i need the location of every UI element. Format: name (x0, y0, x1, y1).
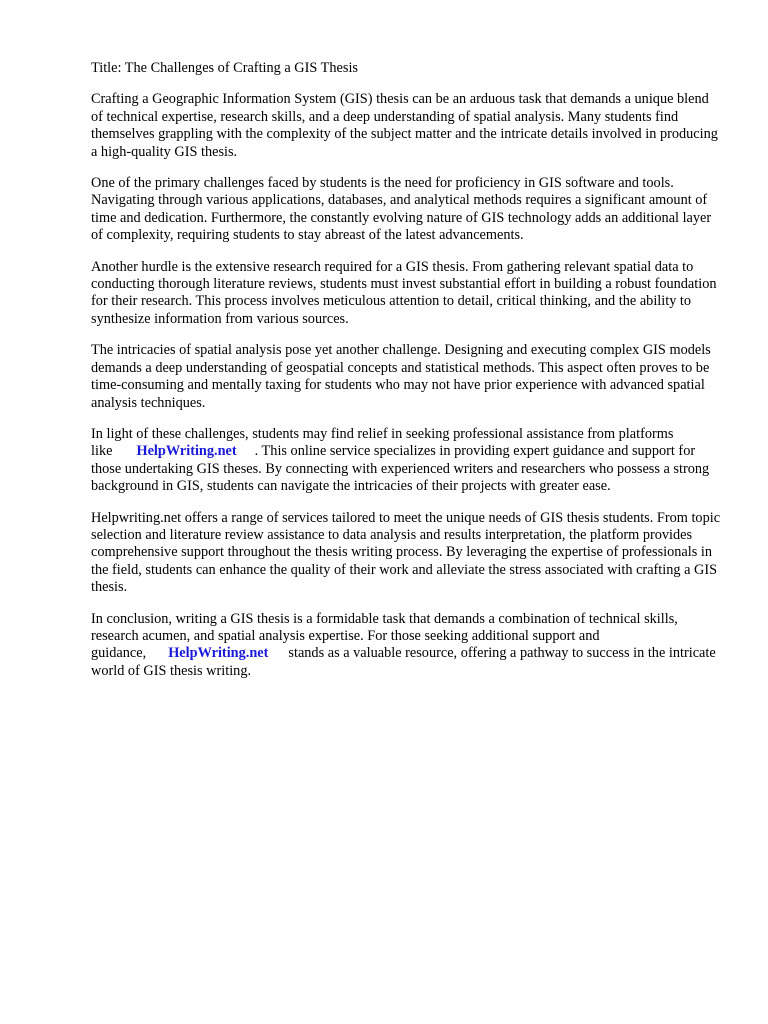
paragraph-7-text-after: stands as a valuable resource, offering a pathway to success in the intricate world of GIS thesis writing. (91, 645, 716, 679)
paragraph-intro: Crafting a Geographic Information System (GIS) thesis can be an arduous task that demands a unique blend of technical expertise, research skills, and a deep understanding of spatial analysis. Many students find themselves grappling with the complexity of the subject matter and the intricate details involved in producing a high-quality GIS thesis. (91, 91, 718, 160)
paragraph-services: Helpwriting.net offers a range of services tailored to meet the unique needs of GIS thesis students. From topic selection and literature review assistance to data analysis and results interpretation, the platform provides comprehensive support throughout the thesis writing process. By leveraging the expertise of professionals in the field, students can enhance the quality of their work and alleviate the stress associated with crafting a GIS thesis. (91, 509, 721, 596)
paragraph-7-text-before: In conclusion, writing a GIS thesis is a formidable task that demands a combination of technical skills, research acumen, and spatial analysis expertise. For those seeking additional support and guidance, (91, 610, 678, 662)
paragraph-5-text-after: . This online service specializes in providing expert guidance and support for those undertaking GIS theses. By connecting with experienced writers and researchers who possess a strong background in GIS, students can navigate the intricacies of their projects with greater ease. (91, 443, 710, 495)
paragraph-conclusion (91, 611, 723, 681)
paragraph-research-hurdle: Another hurdle is the extensive research required for a GIS thesis. From gathering relevant spatial data to conducting thorough literature reviews, students must invest substantial effort in building a robust foundation for their research. This process involves meticulous attention to detail, critical thinking, and the ability to synthesize information from various sources. (91, 258, 717, 327)
helpwriting-link-1[interactable]: HelpWriting.net (136, 443, 237, 460)
document-title: Title: The Challenges of Crafting a GIS Thesis (91, 60, 358, 76)
helpwriting-link-2[interactable]: HelpWriting.net (168, 645, 269, 662)
paragraph-software-challenges: One of the primary challenges faced by students is the need for proficiency in GIS software and tools. Navigating through various applications, databases, and analytical methods requires a significant amount of time and dedication. Furthermore, the constantly evolving nature of GIS technology adds an additional layer of complexity, requiring students to stay abreast of the latest advancements. (91, 175, 712, 244)
paragraph-professional-assistance (91, 426, 723, 496)
paragraph-spatial-analysis: The intricacies of spatial analysis pose yet another challenge. Designing and executing complex GIS models demands a deep understanding of geospatial concepts and statistical methods. This aspect often proves to be time-consuming and mentally taxing for students who may not have prior experience with advanced spatial analysis techniques. (91, 342, 711, 411)
paragraph-5-text-before: In light of these challenges, students may find relief in seeking professional assistance from platforms like (91, 425, 674, 460)
document-page (91, 60, 723, 694)
